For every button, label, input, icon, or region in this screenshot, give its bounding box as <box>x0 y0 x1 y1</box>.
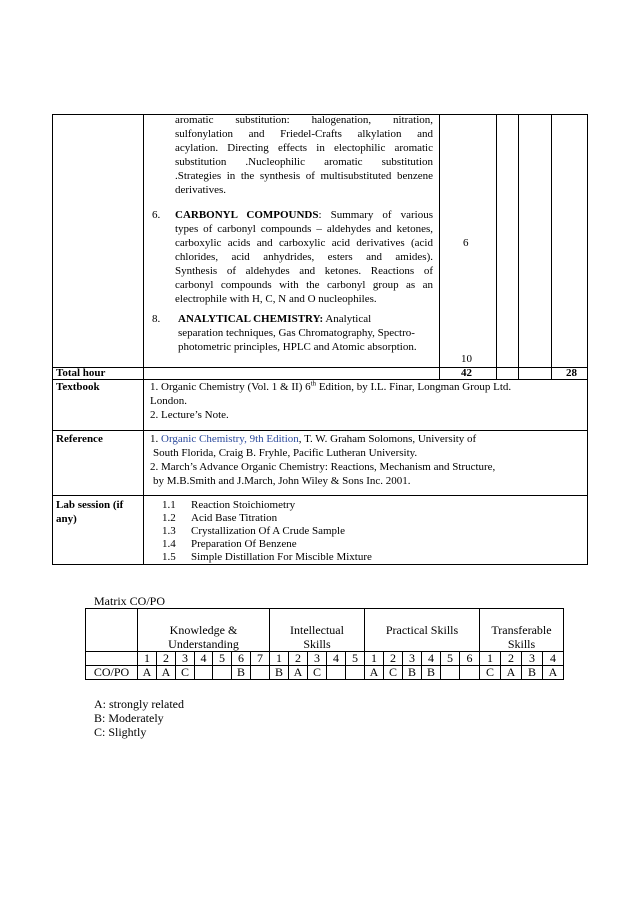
content-line: .Strategies in the synthesis of multisubstituted benzene <box>175 170 433 182</box>
number-cell: 6 <box>238 651 244 665</box>
content-line: aromatic substitution: halogenation, nitration, <box>175 114 433 126</box>
topic-title-rest: : Summary of various <box>318 209 433 221</box>
textbook-line: London. <box>150 395 187 407</box>
group-header-knowledge: Knowledge & <box>169 623 238 637</box>
lab-label: Lab session (if <box>56 499 124 511</box>
total-hours: 42 <box>461 367 472 379</box>
row-label: CO/PO <box>93 665 130 679</box>
content-line: photometric principles, HPLC and Atomic absorption. <box>178 341 417 353</box>
textbook-text: Edition, by I.L. Finar, Longman Group Ltd. <box>316 381 512 393</box>
topic-title: ANALYTICAL CHEMISTRY: <box>178 313 324 325</box>
reference-text: , T. W. Graham Solomons, University of <box>298 433 477 445</box>
lab-item: Preparation Of Benzene <box>191 538 297 550</box>
topic-hours: 6 <box>463 237 469 249</box>
reference-line <box>150 433 476 446</box>
textbook-line <box>150 381 511 394</box>
content-line: acylation. Directing effects in electophilic aromatic <box>175 142 433 154</box>
legend-item: C: Slightly <box>94 725 147 739</box>
topic-title-rest: Analytical <box>323 313 372 325</box>
lab-item-number: 1.4 <box>162 538 176 550</box>
superscript: th <box>310 379 317 388</box>
lab-item: Crystallization Of A Crude Sample <box>191 525 345 537</box>
reference-number: 1. <box>150 433 161 445</box>
topic-hours: 10 <box>461 353 472 365</box>
value-cell: C <box>312 665 321 679</box>
value-cell: A <box>142 665 152 679</box>
content-line: electrophile with H, C, N and O nucleophiles. <box>175 293 377 305</box>
number-cell: 4 <box>550 651 556 665</box>
value-cell: C <box>485 665 494 679</box>
textbook-text: 1. Organic Chemistry (Vol. 1 & II) 6 <box>150 381 311 393</box>
content-line: chlorides, acid anhydrides, esters and amides). <box>175 251 433 263</box>
number-cell: 1 <box>371 651 377 665</box>
reference-label: Reference <box>56 433 103 445</box>
lab-item: Acid Base Titration <box>191 512 278 524</box>
textbook-label: Textbook <box>56 381 100 393</box>
value-cell: B <box>426 665 435 679</box>
number-cell: 6 <box>466 651 473 665</box>
value-cell: C <box>388 665 397 679</box>
number-cell: 5 <box>352 651 358 665</box>
number-cell: 1 <box>487 651 493 665</box>
matrix-title: Matrix CO/PO <box>94 594 166 608</box>
group-header-transferable: Skills <box>507 637 536 651</box>
group-header-intellectual: Skills <box>303 637 331 651</box>
value-cell: A <box>293 665 303 679</box>
number-cell: 4 <box>333 651 339 665</box>
number-cell: 2 <box>508 651 514 665</box>
value-cell: A <box>506 665 516 679</box>
value-cell: A <box>369 665 379 679</box>
value-cell: B <box>274 665 283 679</box>
number-cell: 1 <box>276 651 282 665</box>
total-label: Total hour <box>56 367 106 379</box>
value-cell: B <box>527 665 536 679</box>
value-cell: B <box>407 665 416 679</box>
number-cell: 3 <box>182 651 188 665</box>
group-header-transferable: Transferable <box>491 623 552 637</box>
topic-number: 8. <box>152 313 161 325</box>
topic-title-line <box>178 313 371 326</box>
lab-item: Simple Distillation For Miscible Mixture <box>191 551 372 563</box>
content-line: Synthesis of aldehydes and ketones. Reactions of <box>175 265 433 277</box>
content-line: carbonyl compounds with the carbonyl group as an <box>175 279 433 291</box>
total-last: 28 <box>566 367 577 379</box>
content-line: separation techniques, Gas Chromatography, Spectro- <box>178 327 415 339</box>
value-cell: A <box>161 665 171 679</box>
number-cell: 2 <box>163 651 169 665</box>
reference-line: by M.B.Smith and J.March, John Wiley & Sons Inc. 2001. <box>153 475 411 487</box>
number-cell: 3 <box>529 651 535 665</box>
legend-item: B: Moderately <box>94 711 164 725</box>
content-line: substitution .Nucleophilic aromatic substitution <box>175 156 433 168</box>
number-cell: 3 <box>409 651 415 665</box>
group-header-intellectual: Intellectual <box>290 623 344 637</box>
content-line: sulfonylation and Friedel-Crafts alkylation and <box>175 128 433 140</box>
lab-item: Reaction Stoichiometry <box>191 499 296 511</box>
number-cell: 5 <box>219 651 225 665</box>
number-cell: 5 <box>447 651 453 665</box>
value-cell: B <box>236 665 245 679</box>
lab-item-number: 1.3 <box>162 525 176 537</box>
topic-title: CARBONYL COMPOUNDS <box>175 209 319 221</box>
reference-line: South Florida, Craig B. Fryhle, Pacific Lutheran University. <box>153 447 418 459</box>
lab-item-number: 1.1 <box>162 499 176 511</box>
number-cell: 4 <box>200 651 207 665</box>
reference-line: 2. March’s Advance Organic Chemistry: Reactions, Mechanism and Structure, <box>150 461 496 473</box>
number-cell: 7 <box>257 651 263 665</box>
number-cell: 3 <box>314 651 320 665</box>
group-header-knowledge: Understanding <box>168 637 239 651</box>
content-line: types of carbonyl compounds – aldehydes and ketones, <box>175 223 433 235</box>
value-cell: C <box>180 665 189 679</box>
number-cell: 2 <box>390 651 396 665</box>
content-line: carboxylic acids and carboxylic acid derivatives (acid <box>175 237 433 249</box>
textbook-line: 2. Lecture’s Note. <box>150 409 229 421</box>
reference-book-link: Organic Chemistry, 9th Edition <box>161 433 299 445</box>
content-line: derivatives. <box>175 184 227 196</box>
number-cell: 1 <box>144 651 150 665</box>
number-cell: 4 <box>428 651 434 665</box>
lab-label: any) <box>56 513 77 525</box>
lab-item-number: 1.2 <box>162 512 176 524</box>
group-header-practical: Practical Skills <box>385 623 459 637</box>
value-cell: A <box>548 665 558 679</box>
legend-item: A: strongly related <box>94 697 184 711</box>
topic-number: 6. <box>152 209 161 221</box>
topic-title-line <box>175 209 433 222</box>
number-cell: 2 <box>295 651 301 665</box>
lab-item-number: 1.5 <box>162 551 176 563</box>
